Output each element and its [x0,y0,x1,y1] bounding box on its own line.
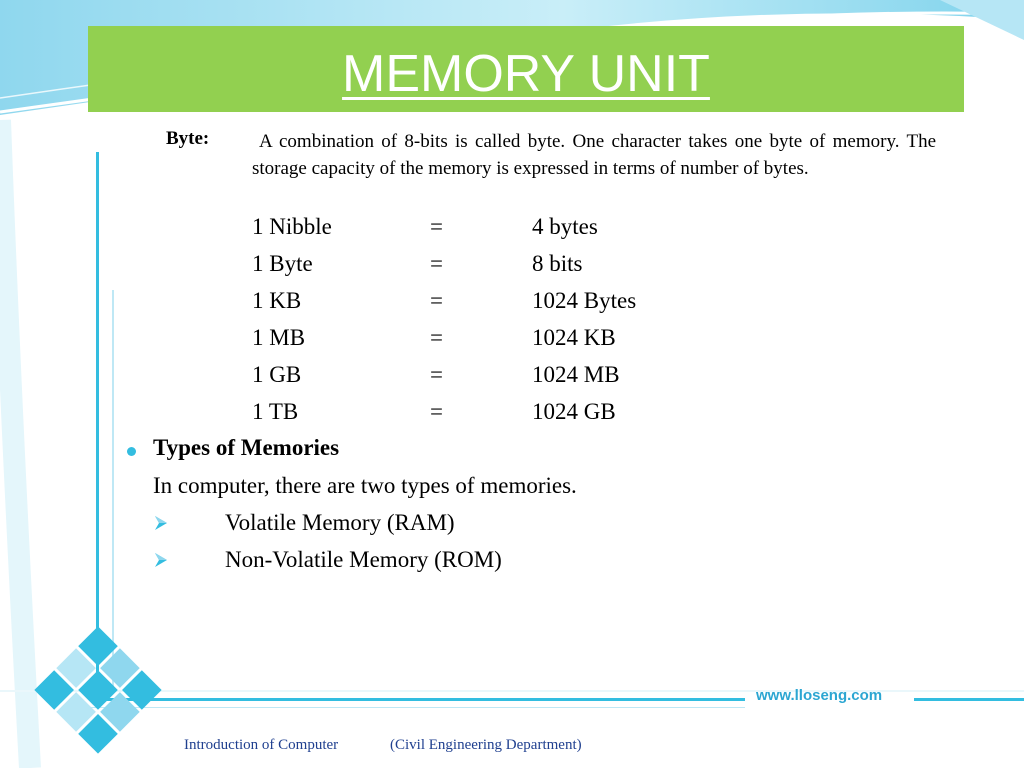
sub-item-label: Non-Volatile Memory (ROM) [225,547,502,572]
unit-name: 1 MB [252,325,306,350]
unit-value: 4 bytes [532,214,598,239]
unit-equals: = [430,288,443,313]
unit-name: 1 Byte [252,251,313,276]
types-heading: Types of Memories [153,435,340,460]
page-title: MEMORY UNIT [342,45,710,103]
unit-equals: = [430,362,443,387]
unit-name: 1 TB [252,399,299,424]
unit-value: 8 bits [532,251,583,276]
unit-equals: = [430,399,443,424]
unit-equals: = [430,325,443,350]
bullet-dot-icon [127,447,136,456]
unit-name: 1 KB [252,288,302,313]
arrow-bullet-icon [152,514,170,532]
arrow-bullet-icon [152,551,170,569]
unit-equals: = [430,214,443,239]
byte-description: A combination of 8-bits is called byte. One character takes one byte of memory. The storage capacity of the memory is expressed in terms of number of bytes. [252,131,936,179]
sub-item-label: Volatile Memory (RAM) [225,510,455,535]
unit-name: 1 Nibble [252,214,332,239]
footer-department: (Civil Engineering Department) [390,737,582,753]
unit-equals: = [430,251,443,276]
diamond-pattern-icon [34,626,161,753]
footer-course: Introduction of Computer [184,737,339,753]
types-text: In computer, there are two types of memories. [153,473,577,498]
unit-value: 1024 Bytes [532,288,637,313]
unit-value: 1024 GB [532,399,616,424]
title-bar [88,26,964,112]
unit-value: 1024 MB [532,362,620,387]
unit-name: 1 GB [252,362,302,387]
unit-value: 1024 KB [532,325,616,350]
byte-label: Byte: [166,128,210,149]
website-url: www.lloseng.com [756,687,883,704]
